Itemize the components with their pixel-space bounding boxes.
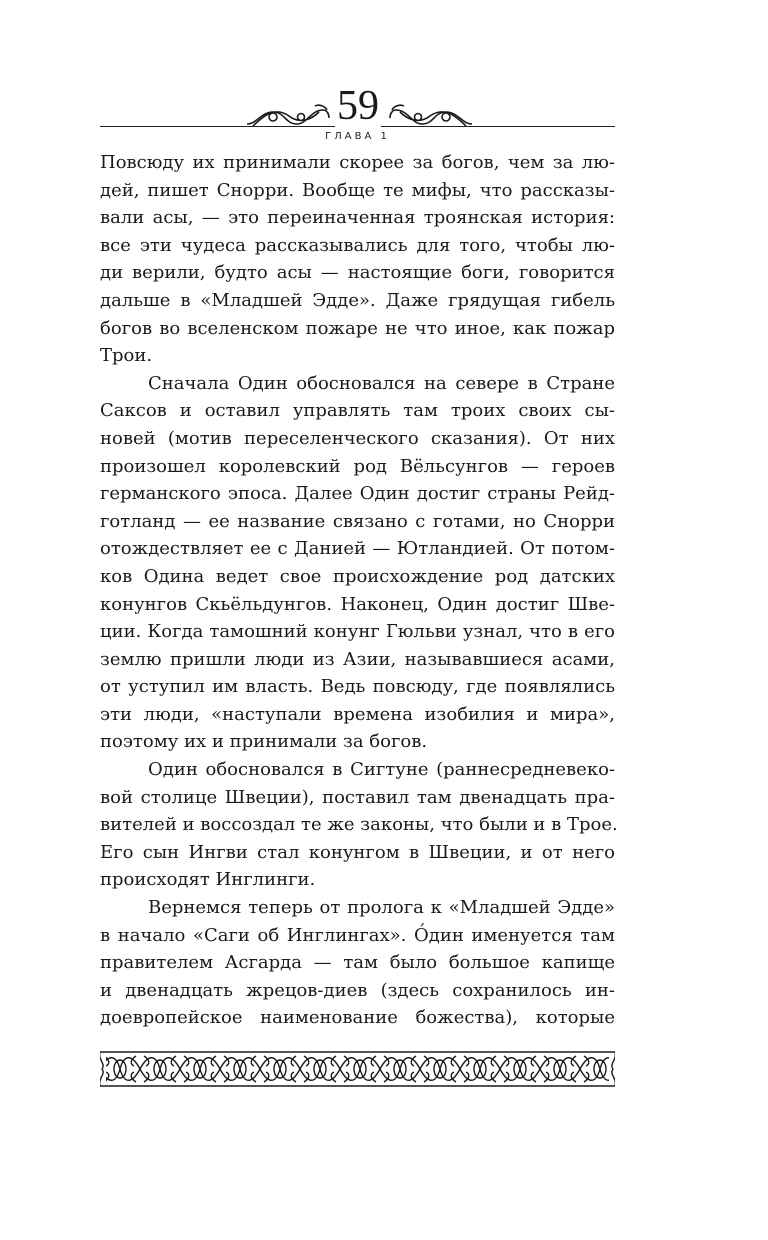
text-line: дей, пишет Снорри. Вообще те мифы, что рассказы- [100,179,615,201]
text-line: доевропейское наименование божества), которые [100,1007,615,1029]
text-line: ции. Когда тамошний конунг Гюльви узнал, что в его [100,621,615,643]
text-line: поэтому их и принимали за богов. [100,731,428,753]
running-head: ГЛАВА 1 [325,131,390,142]
text-line: конунгов Скьёльдунгов. Наконец, Один достиг Шве- [100,593,615,615]
text-line: Повсюду их принимали скорее за богов, чем за лю- [100,152,615,173]
text-line: ди верили, будто асы — настоящие боги, говорится [100,262,615,284]
text-line: Вернемся теперь от пролога к «Младшей Эдде» [148,897,615,919]
text-line: происходят Инглинги. [100,869,316,891]
text-line: все эти чудеса рассказывались для того, чтобы лю- [100,234,615,256]
text-line: дальше в «Младшей Эдде». Даже грядущая гибель [100,289,615,311]
footer-ornament-icon [100,1050,615,1088]
text-line: Один обосновался в Сигтуне (раннесредневеко- [148,759,615,781]
text-line: отождествляет ее с Данией — Ютландией. От потом- [100,538,615,560]
text-line: Его сын Ингви стал конунгом в Швеции, и от него [100,841,615,863]
text-line: вали асы, — это переиначенная троянская история: [100,207,615,229]
text-line: готланд — ее название связано с готами, но Снорри [100,510,615,532]
page-number: 59 [337,83,379,129]
text-line: Саксов и оставил управлять там троих своих сы- [100,400,615,422]
page-header [100,80,615,140]
text-line: произошел королевский род Вёльсунгов — героев [100,455,615,477]
text-line: новей (мотив переселенческого сказания). От них [100,427,615,449]
text-line: германского эпоса. Далее Один достиг страны Рейд- [100,483,615,505]
header-ornament-right-icon [388,102,474,130]
text-line: Трои. [100,345,153,367]
text-line: правителем Асгарда — там было большое капище [100,952,615,974]
text-line: и двенадцать жрецов-диев (здесь сохранилось ин- [100,979,615,1001]
text-line: Сначала Один обосновался на севере в Стране [148,372,615,394]
text-line: богов во вселенском пожаре не что иное, как пожар [100,317,615,339]
body-text [100,149,618,1032]
text-line: землю пришли люди из Азии, называвшиеся асами, [100,648,615,670]
text-line: вой столице Швеции), поставил там двенадцать пра- [100,786,615,808]
text-line: в начало «Саги об Инглингах». О́дин именуется там [100,924,615,946]
text-line: вителей и воссоздал те же законы, что были и в Трое. [100,814,618,836]
text-line: эти люди, «наступали времена изобилия и мира», [100,703,615,725]
header-ornament-left-icon [245,102,331,130]
text-line: ков Одина ведет свое происхождение род датских [100,565,615,587]
text-line: от уступил им власть. Ведь повсюду, где появлялись [100,676,615,698]
